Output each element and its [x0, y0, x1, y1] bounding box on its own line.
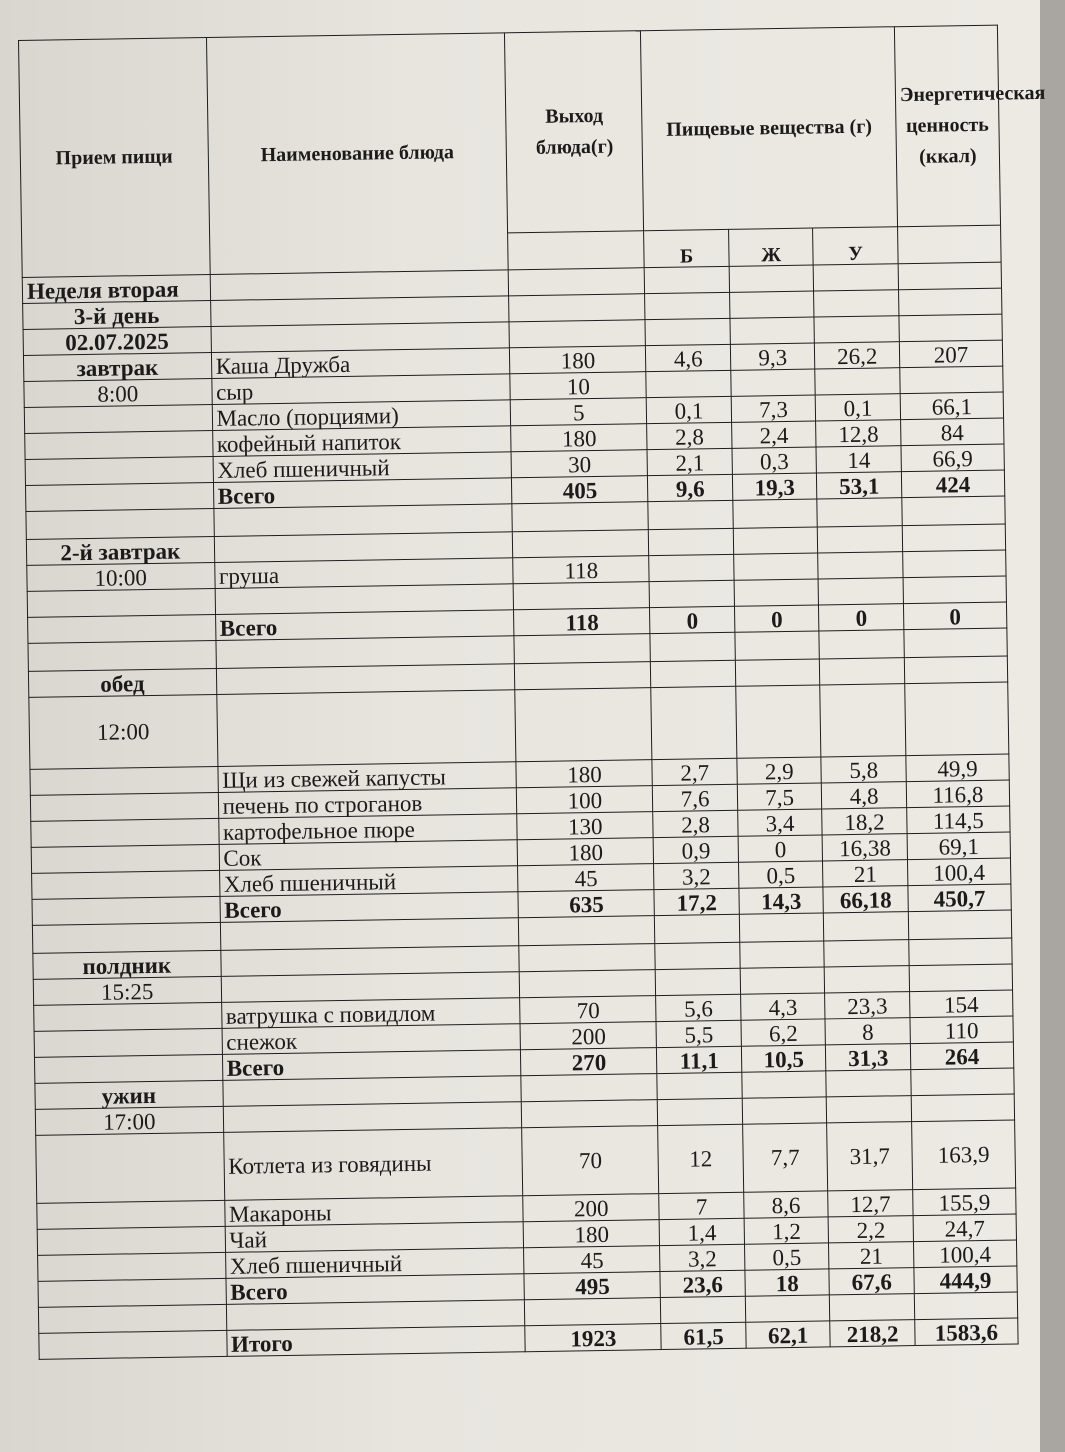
dish-name: Макароны: [224, 1196, 523, 1227]
header-row: [19, 25, 1001, 240]
menu-table: [18, 25, 1046, 1360]
menu-document: [18, 24, 1046, 1360]
total-carbs: 31,3: [826, 1044, 911, 1071]
total-fat: 18: [745, 1269, 830, 1296]
fat-value: 2,9: [737, 757, 822, 784]
protein-value: [646, 370, 731, 397]
energy-value: 66,9: [901, 444, 1004, 472]
energy-value: 207: [899, 340, 1002, 368]
energy-value: 100,4: [907, 858, 1010, 886]
grand-total-energy: 1583,6: [915, 1318, 1018, 1346]
fat-value: 6,2: [741, 1019, 826, 1046]
carbs-value: 18,2: [822, 808, 907, 835]
meal-time: 12:00: [29, 694, 218, 769]
carbs-value: 12,7: [828, 1190, 913, 1217]
dish-name: Каша Дружба: [211, 348, 510, 379]
protein-value: 2,7: [652, 758, 737, 785]
header-yield: Выход блюда(г): [505, 31, 644, 233]
total-yield: 405: [512, 476, 648, 504]
meal-time: 15:25: [33, 976, 221, 1005]
fat-value: 1,2: [744, 1217, 829, 1244]
total-carbs: 66,18: [823, 886, 908, 913]
yield-value: 180: [511, 424, 647, 452]
total-protein: 0: [650, 606, 735, 633]
fat-value: 7,7: [743, 1123, 829, 1192]
protein-value: 3,2: [654, 862, 739, 889]
total-protein: 23,6: [660, 1270, 745, 1297]
yield-value: 70: [522, 1126, 659, 1196]
yield-value: 30: [511, 450, 647, 478]
total-protein: 11,1: [657, 1046, 742, 1073]
protein-value: 5,5: [656, 1020, 741, 1047]
dish-name: печень по строганов: [218, 788, 517, 819]
header-carbs: У: [813, 227, 898, 265]
dish-name: Сок: [219, 840, 518, 871]
grand-total-protein: 61,5: [661, 1322, 746, 1349]
header-protein: Б: [644, 229, 729, 267]
fat-value: 0,3: [732, 447, 817, 474]
carbs-value: 23,3: [825, 992, 910, 1019]
total-label: Всего: [215, 610, 514, 641]
meal-name: 2-й завтрак: [26, 536, 214, 565]
total-yield: 118: [514, 608, 650, 636]
carbs-value: 2,2: [828, 1216, 913, 1243]
meal-name: ужин: [35, 1080, 223, 1109]
meal-name: полдник: [33, 950, 221, 979]
dish-name: кофейный напиток: [212, 426, 511, 457]
protein-value: 7: [659, 1192, 744, 1219]
dish-name: Масло (порциями): [212, 400, 511, 431]
yield-value: 100: [517, 786, 653, 814]
yield-value: 45: [524, 1246, 660, 1274]
total-energy: 450,7: [908, 884, 1011, 912]
total-energy: 0: [903, 602, 1006, 630]
fat-value: 2,4: [731, 421, 816, 448]
carbs-value: [815, 368, 900, 395]
total-carbs: 67,6: [829, 1268, 914, 1295]
meal-time: 17:00: [35, 1106, 223, 1135]
energy-value: 49,9: [906, 754, 1009, 782]
yield-value: 200: [523, 1194, 659, 1222]
day-label: 3-й день: [23, 301, 211, 330]
fat-value: 4,3: [740, 993, 825, 1020]
energy-value: [900, 366, 1003, 394]
total-fat: 0: [734, 605, 819, 632]
yield-value: 45: [518, 864, 654, 892]
carbs-value: 26,2: [815, 342, 900, 369]
dish-name: сыр: [211, 374, 510, 405]
fat-value: [731, 369, 816, 396]
header-fat: Ж: [728, 228, 813, 266]
energy-value: 100,4: [913, 1240, 1016, 1268]
protein-value: 5,6: [656, 994, 741, 1021]
fat-value: 7,5: [737, 783, 822, 810]
total-label: Всего: [213, 478, 512, 509]
energy-value: 24,7: [913, 1214, 1016, 1242]
header-energy: Энергетическая ценность (ккал): [894, 25, 1000, 227]
total-fat: 19,3: [732, 473, 817, 500]
total-label: Всего: [226, 1274, 525, 1305]
protein-value: 3,2: [660, 1244, 745, 1271]
protein-value: 1,4: [660, 1218, 745, 1245]
energy-value: 110: [910, 1016, 1013, 1044]
carbs-value: 12,8: [816, 420, 901, 447]
fat-value: 7,3: [731, 395, 816, 422]
dish-name: Щи из свежей капусты: [217, 762, 516, 793]
protein-value: 0,9: [654, 836, 739, 863]
yield-value: 180: [518, 838, 654, 866]
yield-value: 118: [513, 556, 649, 584]
total-fat: 14,3: [739, 887, 824, 914]
protein-value: 12: [658, 1124, 744, 1193]
total-protein: 9,6: [648, 474, 733, 501]
carbs-value: 16,38: [822, 834, 907, 861]
total-fat: 10,5: [741, 1045, 826, 1072]
meal-time: 10:00: [27, 562, 215, 591]
energy-value: 154: [909, 990, 1012, 1018]
header-energy-sub: [897, 225, 1001, 264]
protein-value: 2,8: [647, 422, 732, 449]
fat-value: 0,5: [738, 861, 823, 888]
header-dish: Наименование блюда: [206, 33, 509, 275]
yield-value: 200: [520, 1022, 656, 1050]
header-nutrients: Пищевые вещества (г): [641, 27, 898, 231]
protein-value: 2,1: [647, 448, 732, 475]
total-carbs: 53,1: [817, 472, 902, 499]
dish-name: груша: [214, 558, 513, 589]
yield-value: 70: [520, 996, 656, 1024]
grand-total-label: Итого: [226, 1326, 525, 1357]
total-label: Всего: [222, 1050, 521, 1081]
dish-name: Хлеб пшеничный: [225, 1248, 524, 1279]
fat-value: 8,6: [744, 1191, 829, 1218]
grand-total-carbs: 218,2: [830, 1320, 915, 1347]
energy-value: 66,1: [900, 392, 1003, 420]
dish-name: картофельное пюре: [218, 814, 517, 845]
fat-value: 0,5: [744, 1243, 829, 1270]
dish-name: Котлета из говядины: [223, 1128, 523, 1201]
energy-value: 84: [900, 418, 1003, 446]
protein-value: 2,8: [653, 810, 738, 837]
protein-value: 7,6: [653, 784, 738, 811]
energy-value: 155,9: [913, 1188, 1016, 1216]
total-yield: 635: [518, 890, 654, 918]
meal-name: завтрак: [23, 353, 211, 382]
total-energy: 444,9: [914, 1266, 1017, 1294]
total-energy: 264: [910, 1042, 1013, 1070]
total-label: Всего: [220, 892, 519, 923]
header-yield-sub: [508, 231, 645, 270]
protein-value: 4,6: [646, 344, 731, 371]
carbs-value: 31,7: [827, 1122, 913, 1191]
carbs-value: 5,8: [821, 756, 906, 783]
fat-value: 3,4: [738, 809, 823, 836]
header-meal: Прием пищи: [19, 38, 210, 278]
total-energy: 424: [901, 470, 1004, 498]
grand-total-fat: 62,1: [746, 1321, 831, 1348]
meal-name: обед: [28, 668, 216, 697]
yield-value: 130: [517, 812, 653, 840]
total-carbs: 0: [819, 604, 904, 631]
meal-time: 8:00: [24, 379, 212, 408]
carbs-value: 21: [823, 860, 908, 887]
energy-value: 116,8: [906, 780, 1009, 808]
energy-value: 114,5: [907, 806, 1010, 834]
dish-name: Хлеб пшеничный: [213, 452, 512, 483]
yield-value: 5: [511, 398, 647, 426]
yield-value: 180: [510, 346, 646, 374]
carbs-value: 8: [825, 1018, 910, 1045]
grand-total-yield: 1923: [525, 1324, 661, 1352]
total-protein: 17,2: [654, 888, 739, 915]
carbs-value: 4,8: [822, 782, 907, 809]
dish-name: снежок: [222, 1024, 521, 1055]
yield-value: 180: [516, 760, 652, 788]
date-label: 02.07.2025: [23, 327, 211, 356]
fat-value: 9,3: [730, 343, 815, 370]
protein-value: 0,1: [647, 396, 732, 423]
dish-name: Чай: [225, 1222, 524, 1253]
total-yield: 495: [524, 1272, 660, 1300]
yield-value: 10: [510, 372, 646, 400]
carbs-value: 0,1: [816, 394, 901, 421]
carbs-value: 14: [816, 446, 901, 473]
yield-value: 180: [524, 1220, 660, 1248]
dish-name: ватрушка с повидлом: [221, 998, 520, 1029]
energy-value: 69,1: [907, 832, 1010, 860]
carbs-value: 21: [829, 1242, 914, 1269]
fat-value: 0: [738, 835, 823, 862]
total-yield: 270: [521, 1048, 657, 1076]
energy-value: 163,9: [912, 1120, 1016, 1190]
week-label: Неделя вторая: [22, 275, 210, 304]
dish-name: Хлеб пшеничный: [219, 866, 518, 897]
